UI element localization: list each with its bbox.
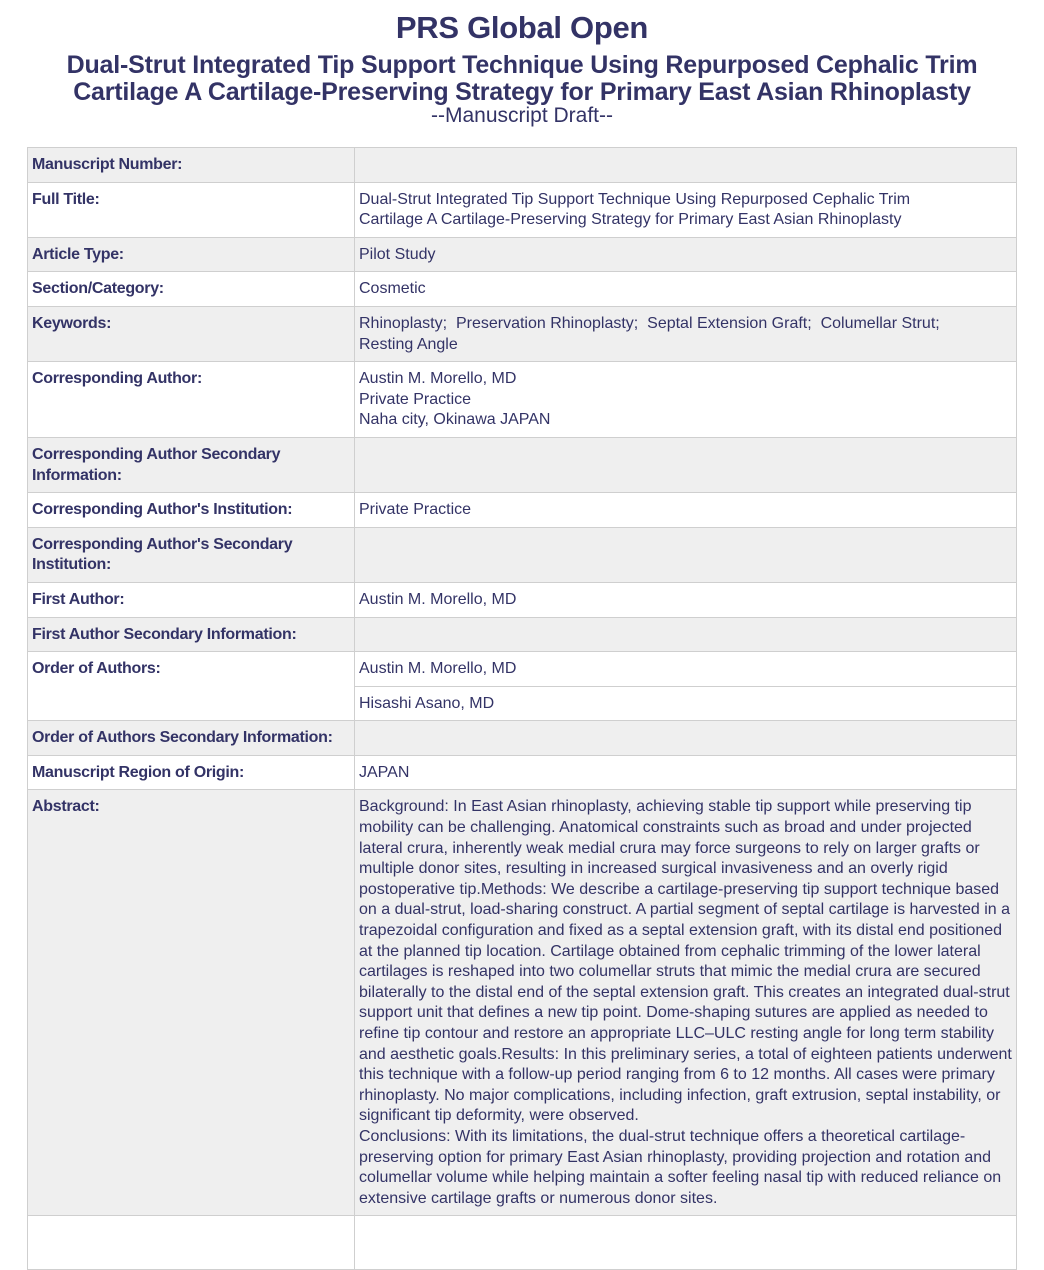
row-corr-author-secondary-info: [28, 437, 1017, 492]
corresponding-author-location: Naha city, Okinawa JAPAN: [359, 411, 551, 429]
label-section-category: Section/Category:: [28, 272, 355, 307]
row-corresponding-author: [28, 362, 1017, 438]
author-entry: Hisashi Asano, MD: [355, 686, 1017, 721]
row-manuscript-number: [28, 148, 1017, 183]
value-section-category: Cosmetic: [355, 272, 1017, 307]
label-corresponding-author: Corresponding Author:: [28, 362, 355, 438]
value-article-type: Pilot Study: [355, 237, 1017, 272]
value-corr-author-secondary-institution: [355, 527, 1017, 582]
value-corr-author-secondary-info: [355, 437, 1017, 492]
row-first-author: [28, 582, 1017, 617]
journal-name: PRS Global Open: [395, 10, 649, 45]
value-first-author-secondary-info: [355, 617, 1017, 652]
label-continuation: [28, 1216, 355, 1270]
row-corr-author-institution: [28, 493, 1017, 528]
title-line-2: Cartilage A Cartilage-Preserving Strategy for Primary East Asian Rhinoplasty: [73, 78, 971, 106]
value-manuscript-number: [355, 148, 1017, 183]
value-full-title: [355, 182, 1017, 237]
row-order-of-authors: [28, 652, 1017, 687]
label-first-author: First Author:: [28, 582, 355, 617]
full-title-line: Cartilage A Cartilage-Preserving Strategy for Primary East Asian Rhinoplasty: [359, 211, 902, 229]
label-corr-author-secondary-info: Corresponding Author Secondary Information:: [28, 437, 355, 492]
value-region-of-origin: JAPAN: [355, 755, 1017, 790]
label-region-of-origin: Manuscript Region of Origin:: [28, 755, 355, 790]
corresponding-author-name: Austin M. Morello, MD: [359, 370, 517, 388]
value-corresponding-author: [355, 362, 1017, 438]
label-keywords: Keywords:: [28, 306, 355, 361]
keywords-line: Rhinoplasty; Preservation Rhinoplasty; Septal Extension Graft; Columellar Strut;: [359, 314, 940, 332]
label-order-of-authors-secondary-info: Order of Authors Secondary Information:: [28, 721, 355, 756]
title-line-1: Dual-Strut Integrated Tip Support Technique Using Repurposed Cephalic Trim: [66, 51, 978, 79]
label-abstract: Abstract:: [28, 790, 355, 1216]
author-entry: Austin M. Morello, MD: [355, 652, 1017, 687]
label-corr-author-secondary-institution: Corresponding Author's Secondary Institution:: [28, 527, 355, 582]
row-order-of-authors-secondary-info: [28, 721, 1017, 756]
value-corr-author-institution: Private Practice: [355, 493, 1017, 528]
label-manuscript-number: Manuscript Number:: [28, 148, 355, 183]
row-article-type: [28, 237, 1017, 272]
value-keywords: [355, 306, 1017, 361]
row-abstract: [28, 790, 1017, 1216]
row-keywords: [28, 306, 1017, 361]
value-abstract: Background: In East Asian rhinoplasty, achieving stable tip support while preserving tip mobility can be challenging. Anatomical constraints such as broad and under projected lateral crura, inherently weak medial crura may force surgeons to rely on larger grafts or multiple donor sites, resulting in increased surgical invasiveness and an overly rigid postoperative tip.Methods: We describe a cartilage-preserving tip support technique based on a dual-strut, load-sharing construct. A partial segment of septal cartilage is harvested in a trapezoidal configuration and fixed as a septal extension graft, with its distal end positioned at the planned tip location. Cartilage obtained from cephalic trimming of the lower lateral cartilages is reshaped into two columellar struts that mimic the medial crura are secured bilaterally to the distal end of the septal extension graft. This creates an integrated dual-strut support unit that defines a new tip point. Dome-shaping sutures are applied as needed to refine tip contour and restore an appropriate LLC–ULC resting angle for long term stability and aesthetic goals.Results: In this preliminary series, a total of eighteen patients underwent this technique with a follow-up period ranging from 6 to 12 months. All cases were primary rhinoplasty. No major complications, including infection, graft extrusion, septal instability, or significant tip deformity, were observed. Conclusions: With its limitations, the dual-strut technique offers a theoretical cartilage-preserving option for primary East Asian rhinoplasty, providing projection and rotation and columellar volume while helping maintain a softer feeling nasal tip with reduced reliance on extensive cartilage grafts or numerous donor sites.: [355, 790, 1017, 1216]
row-continuation: [28, 1216, 1017, 1270]
keywords-line: Resting Angle: [359, 335, 458, 353]
row-corr-author-secondary-institution: [28, 527, 1017, 582]
row-full-title: [28, 182, 1017, 237]
value-order-of-authors-secondary-info: [355, 721, 1017, 756]
label-article-type: Article Type:: [28, 237, 355, 272]
manuscript-metadata-table: [27, 147, 1017, 1270]
corresponding-author-practice: Private Practice: [359, 390, 472, 408]
row-first-author-secondary-info: [28, 617, 1017, 652]
manuscript-subtitle: --Manuscript Draft--: [430, 104, 614, 127]
value-first-author: Austin M. Morello, MD: [355, 582, 1017, 617]
label-first-author-secondary-info: First Author Secondary Information:: [28, 617, 355, 652]
row-section-category: [28, 272, 1017, 307]
full-title-line: Dual-Strut Integrated Tip Support Technique Using Repurposed Cephalic Trim: [359, 190, 911, 208]
row-region-of-origin: [28, 755, 1017, 790]
label-order-of-authors: Order of Authors:: [28, 652, 355, 721]
manuscript-title: [0, 52, 1044, 106]
label-corr-author-institution: Corresponding Author's Institution:: [28, 493, 355, 528]
label-full-title: Full Title:: [28, 182, 355, 237]
value-continuation: [355, 1216, 1017, 1270]
